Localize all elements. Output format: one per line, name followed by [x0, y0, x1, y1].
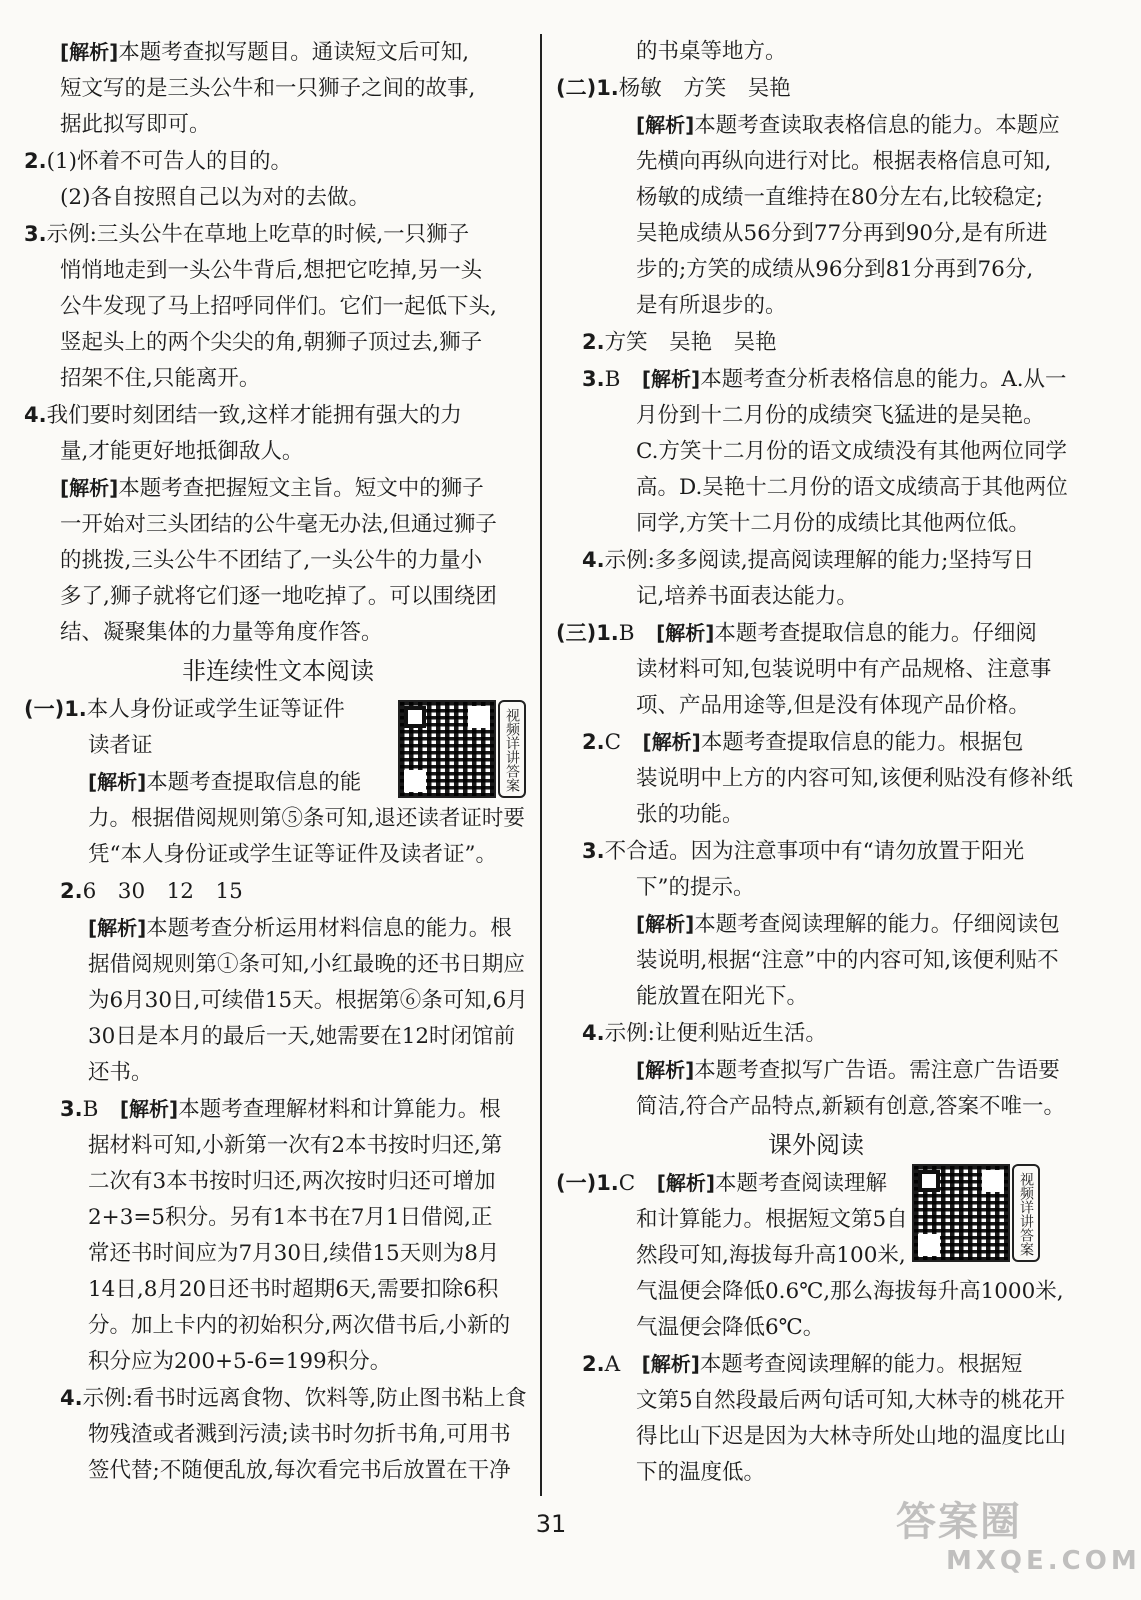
analysis-tag: [解析] — [119, 1097, 179, 1121]
analysis-tag: [解析] — [636, 113, 695, 137]
line-text: 签代替;不随便乱放,每次看完书后放置在干净 — [88, 1458, 511, 1483]
line-text: 能放置在阳光下。 — [636, 984, 809, 1009]
text-line — [24, 180, 532, 216]
text-line — [24, 947, 532, 983]
question-number: 2. — [60, 879, 83, 903]
text-line — [556, 1455, 1076, 1491]
text-line — [24, 361, 532, 397]
line-text: 是有所退步的。 — [636, 293, 787, 318]
question-number: 3. — [582, 367, 605, 391]
question-number: 2. — [582, 330, 605, 354]
line-text: 2+3=5积分。另有1本书在7月1日借阅,正 — [88, 1205, 493, 1230]
line-text: 14日,8月20日还书时超期6天,需要扣除6积 — [88, 1277, 499, 1302]
line-text: C [解析]本题考查提取信息的能力。根据包 — [604, 730, 1024, 755]
text-line — [556, 1383, 1076, 1419]
text-line — [556, 361, 1076, 398]
line-text: C.方笑十二月份的语文成绩没有其他两位同学 — [636, 439, 1068, 464]
line-text: 气温便会降低6℃。 — [636, 1315, 825, 1340]
qr-code-1[interactable] — [398, 700, 530, 802]
text-line — [24, 507, 532, 543]
text-line — [24, 1380, 532, 1417]
line-text: 吴艳成绩从56分到77分再到90分,是有所进 — [636, 221, 1048, 246]
qr-code-2[interactable] — [912, 1164, 1044, 1266]
line-text: 分。加上卡内的初始积分,两次借书后,小新的 — [88, 1313, 511, 1338]
question-number: 2. — [582, 1352, 605, 1376]
watermark-url: MXQE.COM — [946, 1546, 1141, 1576]
text-line — [556, 870, 1076, 906]
line-text: 物残渣或者溅到污渍;读书时勿折书角,可用书 — [88, 1422, 511, 1447]
page-number: 31 — [535, 1510, 567, 1538]
qr-label: 视频详讲答案 — [1012, 1164, 1040, 1262]
watermark — [896, 1498, 1141, 1588]
line-text: 装说明中上方的内容可知,该便利贴没有修补纸 — [636, 766, 1073, 791]
line-text: 杨敏 方笑 吴艳 — [618, 76, 791, 101]
qr-label: 视频详讲答案 — [498, 700, 526, 798]
line-text: B [解析]本题考查提取信息的能力。仔细阅 — [618, 621, 1037, 646]
qr-code-icon — [398, 700, 496, 798]
line-text: 力。根据借阅规则第⑤条可知,退还读者证时要 — [88, 806, 525, 831]
text-line — [24, 143, 532, 180]
text-line — [24, 1308, 532, 1344]
text-line — [24, 1200, 532, 1236]
line-text: 短文写的是三头公牛和一只狮子之间的故事, — [60, 76, 476, 101]
line-text: 量,才能更好地抵御敌人。 — [60, 439, 304, 464]
text-line — [556, 906, 1076, 943]
text-line — [556, 761, 1076, 797]
analysis-tag: [解析] — [641, 1352, 700, 1376]
question-number: 3. — [582, 839, 605, 863]
text-line — [556, 1274, 1076, 1310]
question-number: (一)1. — [24, 697, 87, 721]
text-line — [24, 983, 532, 1019]
line-text: 高。D.吴艳十二月份的语文成绩高于其他两位 — [636, 475, 1068, 500]
line-text: 下”的提示。 — [636, 875, 755, 900]
analysis-tag: [解析] — [656, 1171, 716, 1195]
line-text: 据此拟写即可。 — [60, 112, 211, 137]
text-line — [24, 470, 532, 507]
text-line — [556, 797, 1076, 833]
text-line — [24, 1055, 532, 1091]
text-line — [556, 579, 1076, 615]
line-text: [解析]本题考查读取表格信息的能力。本题应 — [636, 113, 1060, 138]
line-text: 下的温度低。 — [636, 1460, 766, 1485]
line-text: 读材料可知,包装说明中有产品规格、注意事 — [636, 657, 1052, 682]
line-text: 和计算能力。根据短文第5自 — [636, 1207, 908, 1232]
line-text: 方笑 吴艳 吴艳 — [604, 330, 777, 355]
text-line — [556, 216, 1076, 252]
line-text: 同学,方笑十二月份的成绩比其他两位低。 — [636, 511, 1030, 536]
analysis-tag: [解析] — [60, 40, 119, 64]
analysis-tag: [解析] — [636, 1058, 695, 1082]
line-text: 示例:三头公牛在草地上吃草的时候,一只狮子 — [46, 222, 470, 247]
question-number: 2. — [582, 730, 605, 754]
text-line — [24, 397, 532, 434]
line-text: 简洁,符合产品特点,新颖有创意,答案不唯一。 — [636, 1094, 1066, 1119]
text-line — [24, 1344, 532, 1380]
text-line — [24, 325, 532, 361]
line-text: 步的;方笑的成绩从96分到81分再到76分, — [636, 257, 1034, 282]
line-text: 公牛发现了马上招呼同伴们。它们一起低下头, — [60, 294, 497, 319]
line-text: 示例:看书时远离食物、饮料等,防止图书粘上食 — [82, 1386, 527, 1411]
line-text: C [解析]本题考查阅读理解 — [618, 1171, 888, 1196]
line-text: 为6月30日,可续借15天。根据第⑥条可知,6月 — [88, 988, 528, 1013]
qr-code-icon — [912, 1164, 1010, 1262]
text-line — [556, 252, 1076, 288]
analysis-tag: [解析] — [642, 730, 701, 754]
text-line — [24, 216, 532, 253]
text-line — [556, 288, 1076, 324]
text-line — [556, 1419, 1076, 1455]
text-line — [24, 1417, 532, 1453]
line-text: 文第5自然段最后两句话可知,大林寺的桃花开 — [636, 1388, 1066, 1413]
question-number: (三)1. — [556, 621, 619, 645]
line-text: 积分应为200+5-6=199积分。 — [88, 1349, 392, 1374]
column-divider — [540, 34, 542, 1496]
line-text: 30日是本月的最后一天,她需要在12时闭馆前 — [88, 1024, 516, 1049]
text-line — [556, 434, 1076, 470]
line-text: 6 30 12 15 — [82, 879, 243, 904]
text-line — [24, 1236, 532, 1272]
text-line — [24, 34, 532, 71]
text-line — [24, 1272, 532, 1308]
line-text: 读者证 — [88, 733, 153, 758]
line-text: 一开始对三头团结的公牛毫无办法,但通过狮子 — [60, 512, 497, 537]
text-line — [556, 615, 1076, 652]
line-text: 先横向再纵向进行对比。根据表格信息可知, — [636, 149, 1052, 174]
text-line — [24, 579, 532, 615]
line-text: 据借阅规则第①条可知,小红最晚的还书日期应 — [88, 952, 525, 977]
line-text: 记,培养书面表达能力。 — [636, 584, 858, 609]
text-line — [24, 801, 532, 837]
text-line — [556, 470, 1076, 506]
text-line — [556, 1052, 1076, 1089]
right-column — [556, 34, 1076, 1491]
question-number: (二)1. — [556, 76, 619, 100]
text-line — [24, 1453, 532, 1489]
question-number: 3. — [60, 1097, 83, 1121]
line-text: 装说明,根据“注意”中的内容可知,该便利贴不 — [636, 948, 1059, 973]
line-text: A [解析]本题考查阅读理解的能力。根据短 — [604, 1352, 1023, 1377]
text-line — [556, 34, 1076, 70]
text-line — [556, 398, 1076, 434]
question-number: 4. — [24, 403, 47, 427]
line-text: 竖起头上的两个尖尖的角,朝狮子顶过去,狮子 — [60, 330, 483, 355]
text-line — [24, 71, 532, 107]
line-text: (2)各自按照自己以为对的去做。 — [60, 185, 370, 210]
line-text: 据材料可知,小新第一次有2本书按时归还,第 — [88, 1133, 503, 1158]
analysis-tag: [解析] — [60, 476, 119, 500]
watermark-logo: 答案圈 — [896, 1499, 1022, 1545]
section-heading: 非连续性文本阅读 — [182, 657, 374, 685]
text-line — [556, 943, 1076, 979]
line-text: 凭“本人身份证或学生证等证件及读者证”。 — [88, 842, 497, 867]
question-number: (一)1. — [556, 1171, 619, 1195]
analysis-tag: [解析] — [656, 621, 715, 645]
section-heading: 课外阅读 — [768, 1131, 864, 1159]
analysis-tag: [解析] — [88, 916, 147, 940]
text-line — [24, 107, 532, 143]
line-text: [解析]本题考查提取信息的能 — [88, 770, 362, 795]
text-line — [24, 1164, 532, 1200]
analysis-tag: [解析] — [636, 912, 695, 936]
line-text: 然段可知,海拔每升高100米, — [636, 1243, 906, 1268]
line-text: 不合适。因为注意事项中有“请勿放置于阳光 — [604, 839, 1025, 864]
text-line — [24, 543, 532, 579]
line-text: [解析]本题考查拟写题目。通读短文后可知, — [60, 40, 470, 65]
question-number: 3. — [24, 222, 47, 246]
text-line — [556, 324, 1076, 361]
text-line — [556, 506, 1076, 542]
line-text: 我们要时刻团结一致,这样才能拥有强大的力 — [46, 403, 462, 428]
text-line — [24, 1091, 532, 1128]
line-text: 多了,狮子就将它们逐一地吃掉了。可以围绕团 — [60, 584, 497, 609]
line-text: 的书桌等地方。 — [636, 39, 787, 64]
line-text: 还书。 — [88, 1060, 153, 1085]
line-text: [解析]本题考查拟写广告语。需注意广告语要 — [636, 1058, 1060, 1083]
line-text: 得比山下迟是因为大林寺所处山地的温度比山 — [636, 1424, 1067, 1449]
text-line — [556, 70, 1076, 107]
question-number: 2. — [24, 149, 47, 173]
text-line — [24, 910, 532, 947]
text-line — [556, 652, 1076, 688]
text-line — [556, 979, 1076, 1015]
text-line — [556, 180, 1076, 216]
line-text: 示例:让便利贴近生活。 — [604, 1021, 827, 1046]
question-number: 4. — [582, 548, 605, 572]
line-text: 的挑拨,三头公牛不团结了,一头公牛的力量小 — [60, 548, 483, 573]
line-text: 示例:多多阅读,提高阅读理解的能力;坚持写日 — [604, 548, 1035, 573]
text-line — [24, 615, 532, 651]
analysis-tag: [解析] — [88, 770, 147, 794]
line-text: 杨敏的成绩一直维持在80分左右,比较稳定; — [636, 185, 1043, 210]
text-line — [24, 1128, 532, 1164]
text-line — [24, 253, 532, 289]
line-text: 二次有3本书按时归还,两次按时归还可增加 — [88, 1169, 496, 1194]
line-text: 气温便会降低0.6℃,那么海拔每升高1000米, — [636, 1279, 1064, 1304]
line-text: 结、凝聚集体的力量等角度作答。 — [60, 620, 383, 645]
text-line — [24, 873, 532, 910]
text-line — [24, 1019, 532, 1055]
line-text: 常还书时间应为7月30日,续借15天则为8月 — [88, 1241, 500, 1266]
line-text: 月份到十二月份的成绩突飞猛进的是吴艳。 — [636, 403, 1045, 428]
line-text: B [解析]本题考查理解材料和计算能力。根 — [82, 1097, 501, 1122]
text-line — [556, 1015, 1076, 1052]
line-text: 张的功能。 — [636, 802, 744, 827]
text-line — [24, 837, 532, 873]
line-text: (1)怀着不可告人的目的。 — [46, 149, 293, 174]
question-number: 4. — [60, 1386, 83, 1410]
line-text: [解析]本题考查把握短文主旨。短文中的狮子 — [60, 476, 484, 501]
text-line — [556, 1310, 1076, 1346]
line-text: [解析]本题考查分析运用材料信息的能力。根 — [88, 916, 512, 941]
analysis-tag: [解析] — [641, 367, 701, 391]
line-text: B [解析]本题考查分析表格信息的能力。A.从一 — [604, 367, 1067, 392]
text-line — [556, 144, 1076, 180]
question-number: 4. — [582, 1021, 605, 1045]
text-line — [556, 833, 1076, 870]
text-line — [24, 434, 532, 470]
line-text: [解析]本题考查阅读理解的能力。仔细阅读包 — [636, 912, 1060, 937]
line-text: 悄悄地走到一头公牛背后,想把它吃掉,另一头 — [60, 258, 483, 283]
text-line — [556, 688, 1076, 724]
line-text: 招架不住,只能离开。 — [60, 366, 261, 391]
text-line — [556, 1346, 1076, 1383]
text-line — [556, 1089, 1076, 1125]
text-line — [24, 289, 532, 325]
text-line — [556, 724, 1076, 761]
text-line — [556, 107, 1076, 144]
line-text: 本人身份证或学生证等证件 — [86, 697, 345, 722]
line-text: 项、产品用途等,但是没有体现产品价格。 — [636, 693, 1030, 718]
text-line — [556, 542, 1076, 579]
